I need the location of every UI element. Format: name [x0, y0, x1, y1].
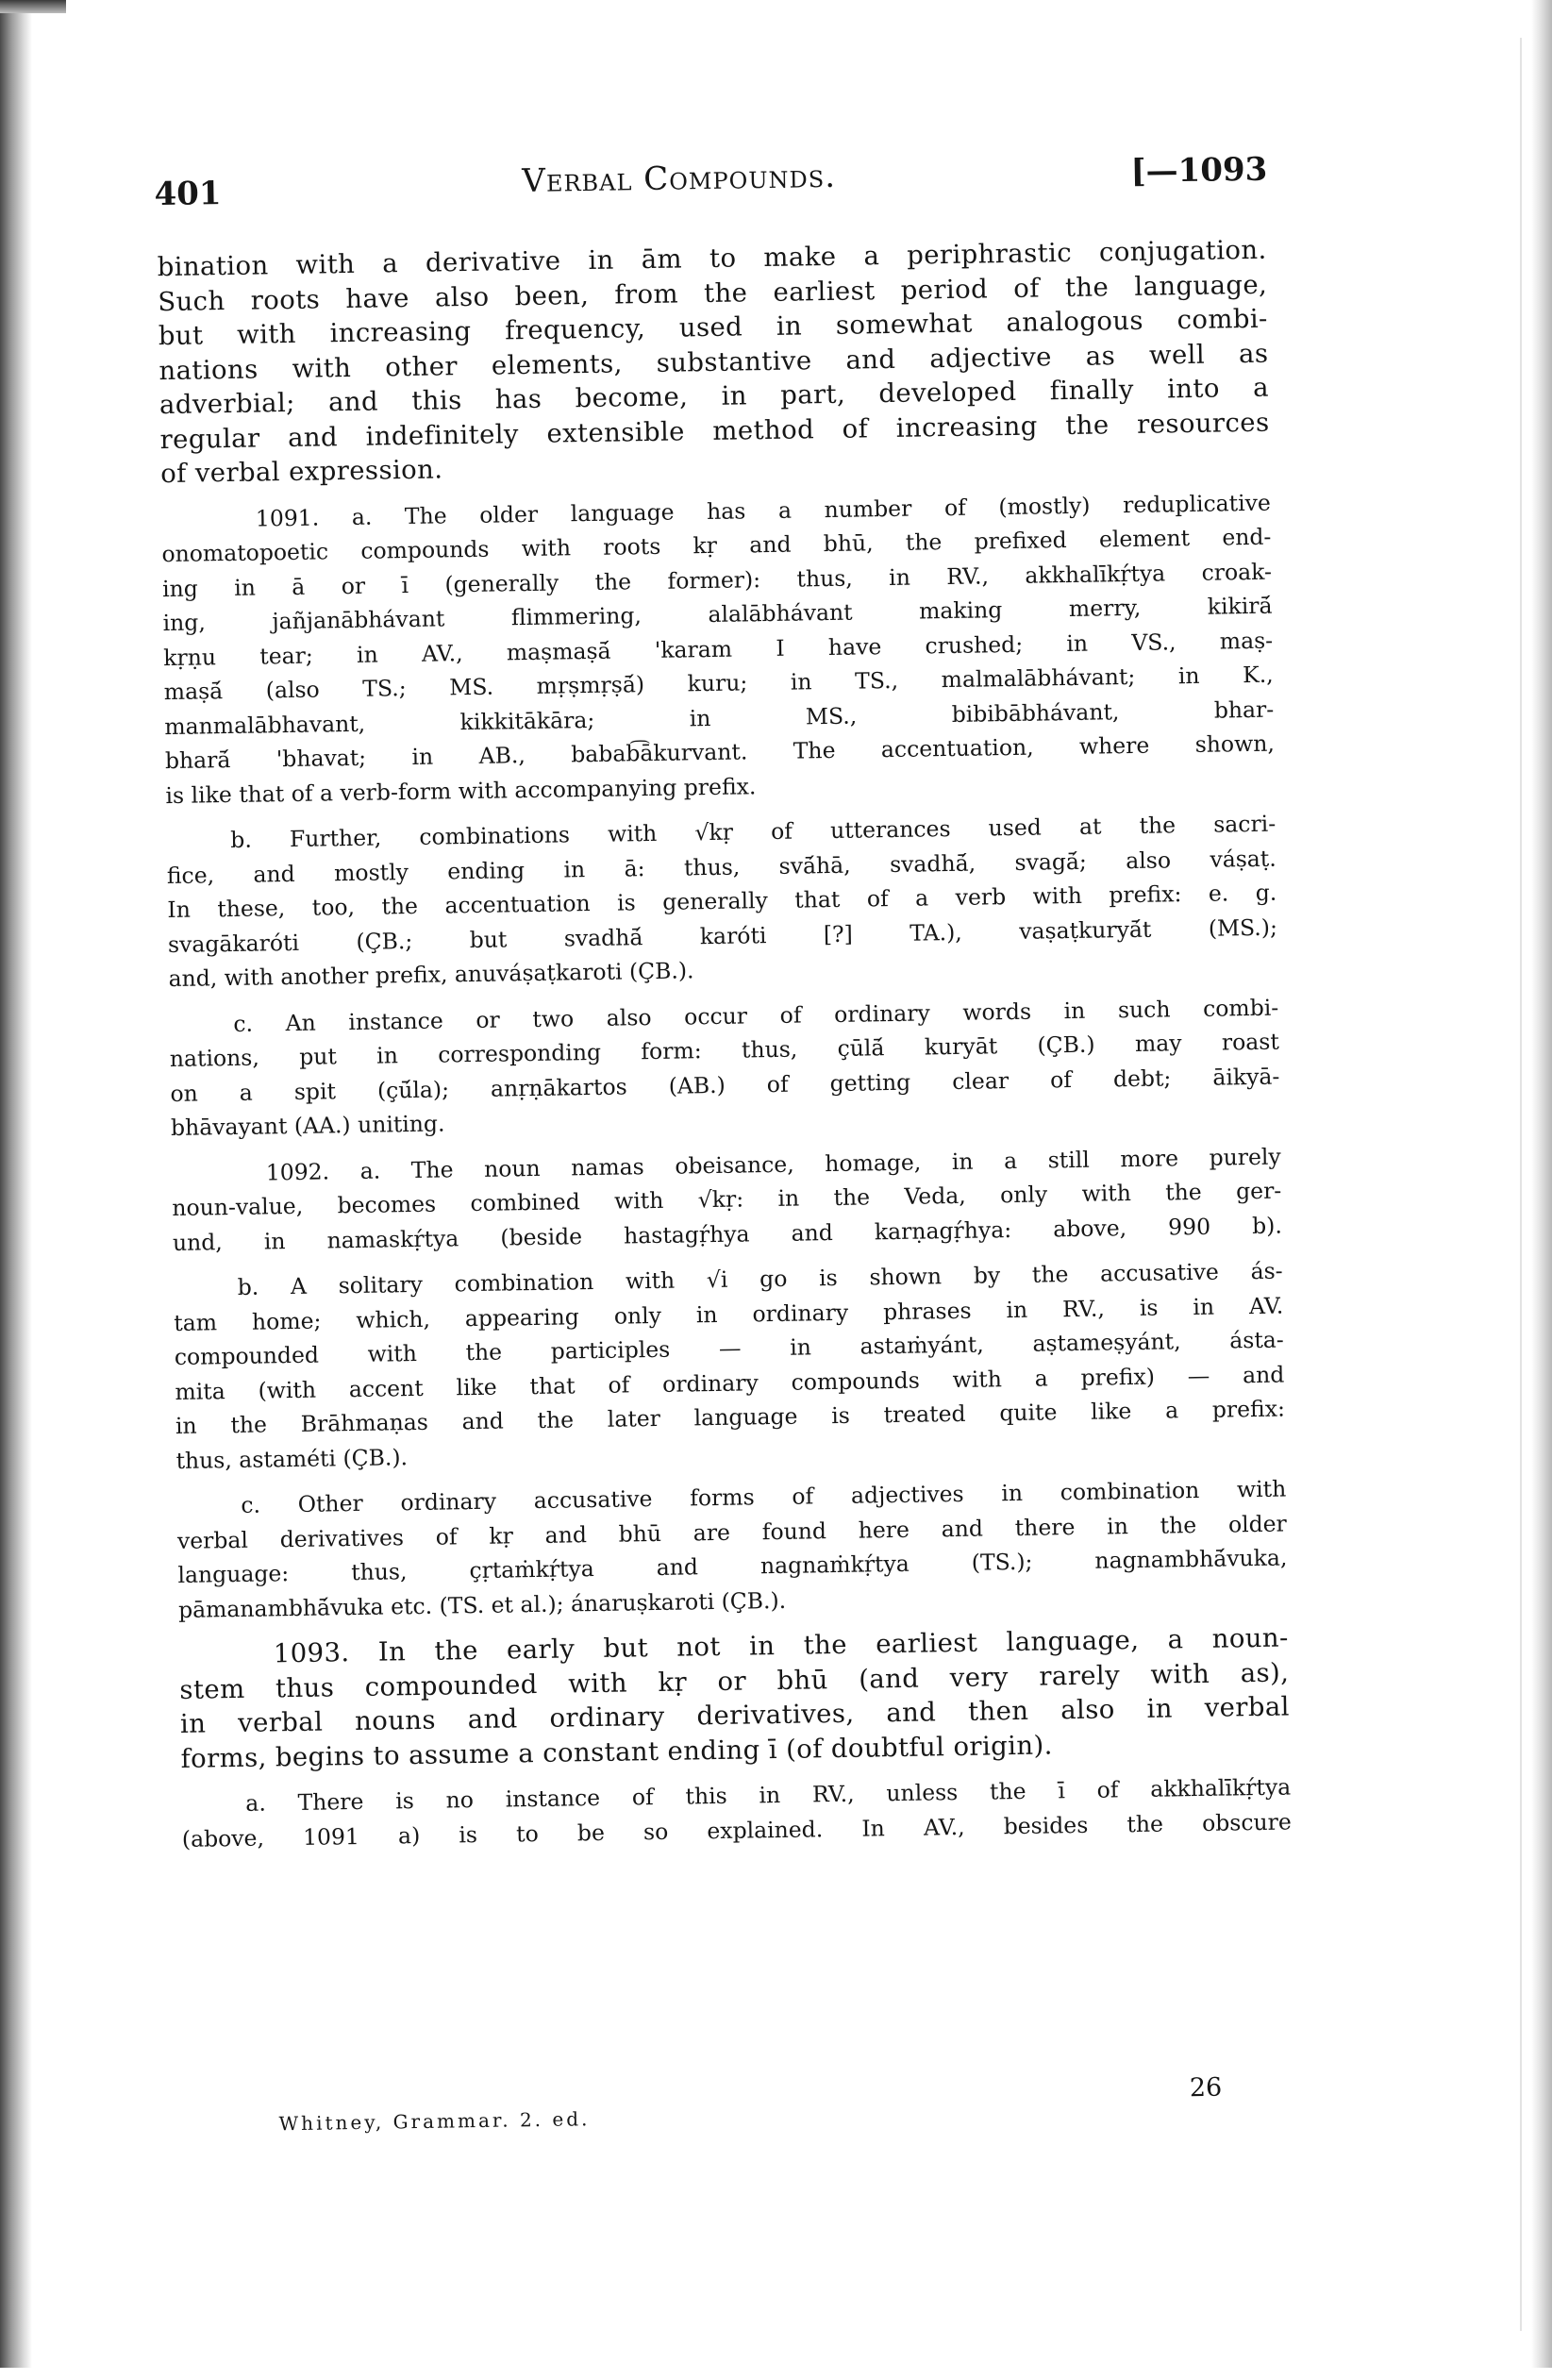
text-line: noun-value, becomes combined with √kṛ: in the Veda, only with the ger-: [172, 1177, 1282, 1222]
section-1093a: a. There is no instance of this in RV., unless the ī of akkhalīkṛ́tya: [245, 1773, 1292, 1817]
text-line: pāmanambhā́vuka etc. (TS. et al.); ánaruṣkaroti (ÇB.).: [177, 1586, 787, 1623]
text-line: und, in namaskṛ́tya (beside hastagṛ́hya and karṇagṛ́hya: above, 990 b).: [172, 1212, 1283, 1256]
text-line: bharā́ 'bhavat; in AB., babab͡ākurvant. The accentuation, where shown,: [164, 729, 1276, 775]
section-1093: 1093. In the early but not in the earliest language, a noun-: [273, 1622, 1289, 1669]
text-line: maṣā́ (also TS.; MS. mṛṣmṛṣā́) kuru; in TS., malmalābhávant; in K.,: [163, 661, 1274, 706]
running-title: Verbal Compounds.: [522, 157, 837, 201]
text-line: is like that of a verb-form with accompanying prefix.: [165, 772, 757, 809]
text-line: mita (with accent like that of ordinary compounds with a prefix) — and: [175, 1361, 1285, 1405]
text-line: verbal derivatives of kṛ and bhū are found here and there in the older: [176, 1510, 1288, 1554]
text-line: stem thus compounded with kṛ or bhū (and very rarely with as),: [179, 1656, 1290, 1705]
text-line: In these, too, the accentuation is generally that of a verb with prefix: e. g.: [167, 879, 1277, 924]
text-line: nations, put in corresponding form: thus, çūlā́ kuryāt (ÇB.) may roast: [169, 1028, 1279, 1073]
text-line: ing, jañjanābhávant flimmering, alalābhávant making merry, kikirā́: [162, 592, 1273, 637]
text-line: bination with a derivative in ām to make a periphrastic conjugation.: [157, 234, 1267, 283]
text-line: but with increasing frequency, used in somewhat analogous combi-: [158, 303, 1268, 352]
text-line: fice, and mostly ending in ā: thus, svā́hā, svadhā́, svagā́; also váṣaṭ.: [166, 845, 1277, 889]
text-line: of verbal expression.: [159, 454, 443, 490]
running-header: [154, 151, 1268, 216]
section-1092c: c. Other ordinary accusative forms of adjectives in combination with: [241, 1475, 1287, 1518]
text-line: compounded with the participles — in astaṁyánt, aṣtameṣyánt, ásta-: [174, 1326, 1284, 1370]
text-line: ing in ā or ī (generally the former): thus, in RV., akkhalīkṛ́tya croak-: [161, 558, 1273, 602]
text-line: language: thus, çṛtaṁkṛ́tya and nagnaṁkṛ́tya (TS.); nagnambhā́vuka,: [177, 1544, 1288, 1588]
text-line: onomatopoetic compounds with roots kṛ and bhū, the prefixed element end-: [161, 523, 1272, 568]
section-1091b: b. Further, combinations with √kṛ of utterances used at the sacri-: [230, 810, 1277, 853]
text-line: in verbal nouns and ordinary derivatives, and then also in verbal: [179, 1691, 1291, 1739]
text-line: Such roots have also been, from the earliest period of the language,: [158, 269, 1268, 317]
text-line: thus, astaméti (ÇB.).: [175, 1443, 409, 1474]
section-1091a: 1091. a. The older language has a number of (mostly) reduplicative: [255, 489, 1272, 532]
text-line: tam home; which, appearing only in ordinary phrases in RV., is in AV.: [174, 1292, 1284, 1336]
text-line: on a spit (çū́la); anṛṇākartos (AB.) of getting clear of debt; āikyā-: [170, 1063, 1280, 1107]
page-footer: [278, 2072, 1223, 2143]
text-line: adverbial; and this has become, in part, developed finally into a: [159, 372, 1270, 421]
page-number: 401: [154, 175, 222, 214]
section-1091c: c. An instance or two also occur of ordinary words in such combi-: [233, 994, 1279, 1037]
text-line: manmalābhavant, kikkitākāra; in MS., bibibābhávant, bhar-: [164, 696, 1275, 740]
sheet-number: 26: [1189, 2072, 1223, 2103]
text-line: and, with another prefix, anuváṣaṭkaroti (ÇB.).: [168, 957, 694, 993]
text-line: kṛṇu tear; in AV., maṣmaṣā́ 'karam I have crushed; in VS., maṣ-: [163, 627, 1274, 671]
body-text: [157, 233, 1292, 1856]
text-line: nations with other elements, substantive and adjective as well as: [159, 338, 1269, 386]
text-line: svagākaróti (ÇB.; but svadhā́ karóti [?] TA.), vaṣaṭkuryā́t (MS.);: [167, 913, 1278, 958]
section-reference: [—1093: [1130, 150, 1268, 191]
section-1092a: 1092. a. The noun namas obeisance, homage, in a still more purely: [265, 1143, 1281, 1185]
text-line: (above, 1091 a) is to be so explained. In AV., besides the obscure: [181, 1807, 1292, 1852]
text-line: regular and indefinitely extensible method of increasing the resources: [159, 407, 1270, 455]
text-line: in the Brāhmaṇas and the later language is treated quite like a prefix:: [175, 1395, 1286, 1439]
printer-signature: Whitney, Grammar. 2. ed.: [278, 2107, 591, 2136]
text-line: forms, begins to assume a constant ending ī (of doubtful origin).: [180, 1729, 1053, 1774]
text-line: bhāvayant (AA.) uniting.: [170, 1110, 445, 1142]
section-1092b: b. A solitary combination with √i go is shown by the accusative ás-: [237, 1257, 1283, 1300]
